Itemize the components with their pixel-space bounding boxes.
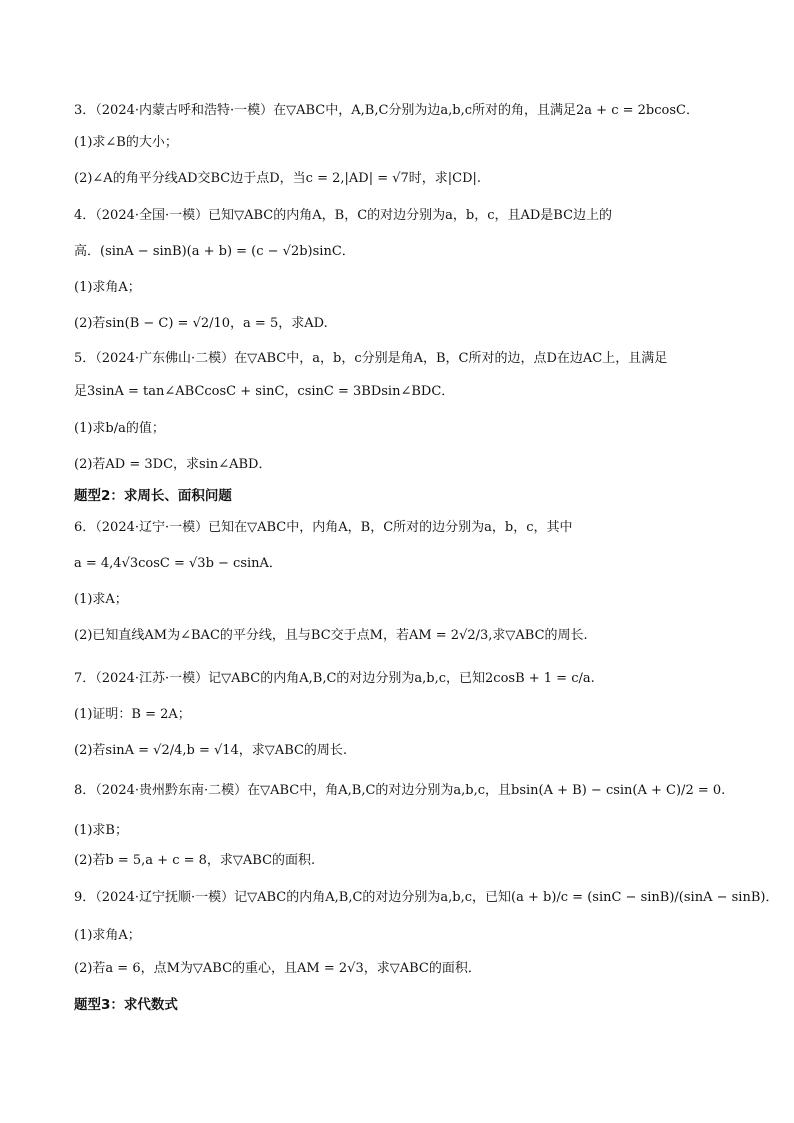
problem-5-statement-cont: 足3sinA = tan∠ABCcosC + sinC，csinC = 3BDsin∠BDC． <box>74 384 455 399</box>
problem-7-part-1: (1)证明：B = 2A； <box>74 707 191 722</box>
problem-6-part-1: (1)求A； <box>74 592 128 607</box>
problem-8-statement: 8．（2024·贵州黔东南·二模）在▽ABC中，角A,B,C的对边分别为a,b,c，且bsin(A + B) − csin(A + C)/2 = 0. <box>74 783 726 798</box>
problem-8-part-2: (2)若b = 5,a + c = 8，求▽ABC的面积. <box>74 853 316 868</box>
problem-6-part-2: (2)已知直线AM为∠BAC的平分线，且与BC交于点M，若AM = 2√2/3,求▽ABC的周长. <box>74 628 588 643</box>
section-heading-type-2: 题型2：求周长、面积问题 <box>74 488 232 504</box>
problem-9-part-1: (1)求角A； <box>74 928 141 943</box>
problem-4-statement: 4．（2024·全国·一模）已知▽ABC的内角A，B，C的对边分别为a，b，c，且AD是BC边上的 <box>74 208 613 223</box>
problem-3-part-2: (2)∠A的角平分线AD交BC边于点D，当c = 2,|AD| = √7时，求|CD|. <box>74 171 482 186</box>
problem-6-statement-cont: a = 4,4√3cosC = √3b − csinA． <box>74 556 282 571</box>
problem-3-part-1: (1)求∠B的大小； <box>74 135 178 150</box>
problem-7-part-2: (2)若sinA = √2/4,b = √14，求▽ABC的周长. <box>74 743 348 758</box>
problem-5-statement: 5．（2024·广东佛山·二模）在▽ABC中，a，b，c分别是角A，B，C所对的边，点D在边AC上，且满足 <box>74 351 668 366</box>
problem-4-part-2: (2)若sin(B − C) = √2/10，a = 5，求AD. <box>74 316 328 331</box>
section-heading-type-3: 题型3：求代数式 <box>74 997 178 1013</box>
problem-8-part-1: (1)求B； <box>74 823 128 838</box>
problem-5-part-2: (2)若AD = 3DC，求sin∠ABD． <box>74 457 272 472</box>
problem-9-part-2: (2)若a = 6，点M为▽ABC的重心，且AM = 2√3，求▽ABC的面积． <box>74 961 481 976</box>
problem-9-statement: 9．（2024·辽宁抚顺·一模）记▽ABC的内角A,B,C的对边分别为a,b,c，已知(a + b)/c = (sinC − sinB)/(sinA − sinB)． <box>74 890 779 905</box>
problem-4-part-1: (1)求角A； <box>74 280 141 295</box>
problem-6-statement: 6．（2024·辽宁·一模）已知在▽ABC中，内角A，B，C所对的边分别为a，b，c，其中 <box>74 520 573 535</box>
problem-3-statement: 3．（2024·内蒙古呼和浩特·一模）在▽ABC中，A,B,C分别为边a,b,c所对的角，且满足2a + c = 2bcosC． <box>74 103 699 118</box>
problem-7-statement: 7．（2024·江苏·一模）记▽ABC的内角A,B,C的对边分别为a,b,c，已知2cosB + 1 = c/a. <box>74 671 595 686</box>
problem-5-part-1: (1)求b/a的值； <box>74 421 165 436</box>
problem-4-statement-cont: 高．(sinA − sinB)(a + b) = (c − √2b)sinC． <box>74 244 355 259</box>
